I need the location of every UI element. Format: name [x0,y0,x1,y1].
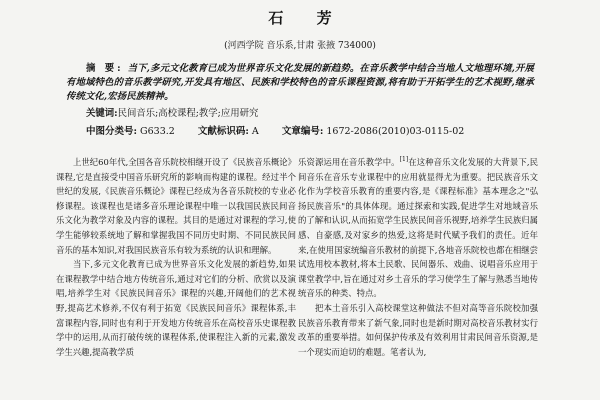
keywords-text: 民间音乐;高校课程;教学;应用研究 [117,108,259,119]
keywords-block [86,107,536,121]
paragraph: 上世纪60年代,全国各音乐院校相继开设了《民族音乐概论》课程,它是直接受中国音乐研究所的影响而构建的课程。经过半个世纪的发展,《民族音乐概论》课程已经成为各音乐院校的专业必修课程。该课程也是诸多音乐理论课程中唯一以我国民族民间音乐文化为教学对象及内容的课程。其目的是通过对课程的学习,使学生能够较系统地了解和掌握我国不同历史时期、不同民族民间音乐的基本知识,对我国民族音乐有较为系统的认识和理解。 [56,157,296,255]
author-name: 石 芳 [268,9,346,27]
classification-row [86,125,546,139]
paragraph-text: 在这种音乐文化发展的大背景下,民间音乐在音乐专业课程中的应用就显得尤为重要。把民族音乐文化作为学校音乐教育的重要内容,是《课程标准》基本理念之"弘扬民族音乐"的具体体现。通过探索和实践,促进学生对地域音乐的了解和认识,从而拓宽学生民族民间音乐视野,培养学生民族归属感、自豪感,及对家乡的热爱,这将是时代赋予我们的责任。近年来,在使用国家统编音乐教材的前提下,各地音乐院校也都在相继尝试选用校本教材,将本土民歌、民间器乐、戏曲、说唱音乐应用于课堂教学中,旨在通过对乡土音乐的学习使学生了解与熟悉当地传统音乐的种类、特点。 [298,157,539,299]
document-code [198,125,259,139]
article-label: 文章编号: [281,126,324,137]
article-number [282,125,464,139]
citation-marker: [1] [399,156,409,164]
scan-fade [0,382,600,400]
paragraph-continued [298,155,538,301]
clc-label: 中图分类号: [86,126,138,137]
paragraph: 当下,多元文化教育已成为世界音乐文化发展的新趋势,如果在课程教学中结合地方传统音乐,通过对它们的分析、欣赏以及演唱,培养学生对《民族民间音乐》课程的兴趣,开阔他们的艺术视野,提高艺术修养,不仅有利于拓宽《民族民间音乐》课程体系,丰富课程内容,同时也有利于开发地方传统音乐在高校音乐史课程教学中的运用,从而打破传统的课程体系,使课程注入新的元素,激发学生兴趣,提高教学质 [56,259,296,357]
abstract-block [66,62,534,104]
paragraph: 把本土音乐引入高校课堂这种做法不但对高等音乐院校加强民族音乐教育带来了新气象,同时也是新时期对高校音乐教材实行改革的重要举措。如何保护传承及有效利用甘肃民间音乐资源,是一个现实而迫切的难题。笔者认为, [298,302,538,357]
body-column-left [56,155,296,359]
keywords-label: 关键词: [86,108,118,119]
clc-value: G633.2 [140,126,175,137]
paragraph-text: 乐资源运用在音乐教学中。 [298,157,400,167]
author-affiliation: (河西学院 音乐系,甘肃 张掖 734000) [224,41,376,51]
body-column-right [298,155,538,359]
abstract-text: 当下,多元文化教育已成为世界音乐文化发展的新趋势。在音乐教学中结合当地人文地理环境,开展有地域特色的音乐教学研究,开发具有地区、民族和学校特色的音乐课程资源,将有助于开拓学生的艺术视野,继承传统文化,宏扬民族精神。 [66,63,534,102]
doc-value: A [251,126,259,137]
clc-number [86,125,175,139]
doc-label: 文献标识码: [197,126,249,137]
abstract-label: 摘 要: [86,63,124,74]
article-value: 1672-2086(2010)03-0115-02 [326,126,465,137]
